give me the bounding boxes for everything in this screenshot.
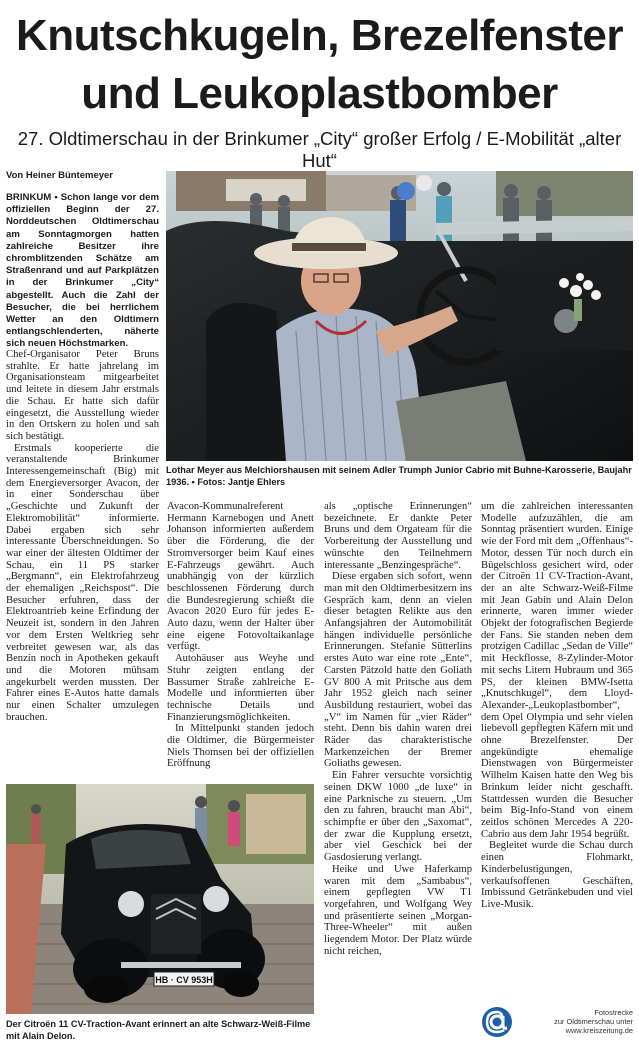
article-column-4 xyxy=(481,501,633,911)
article-column-3 xyxy=(324,501,472,957)
paragraph: In Mittelpunkt standen jedoch die Oldtimer, die Bürgermeister Niels Thomsen bei der offiziellen Eröffnung xyxy=(167,723,314,770)
photo-citroen xyxy=(6,784,314,1014)
paragraph: Avacon-Kommunalreferent Hermann Karnebogen und Anett Johanson informierten außerdem über die Förderung, die der Stromversorger beim Kauf eines E-Fahrzeugs gewährt. Auch unabhängig von der kürzlich beschlossenen Förderung durch die Bundesregierung schießt die Avacon 2020 Euro für jedes E-Auto dazu, wenn der Halter über eine eigene Fotovoltaikanlage verfügt. xyxy=(167,501,314,653)
photo-man-in-cabrio xyxy=(166,171,633,461)
main-photo xyxy=(166,171,633,461)
paragraph: Erstmals kooperierte die veranstaltende Brinkumer Interessengemeinschaft (Big) mit dem Energieversorger Avacon, der in einer Sonderschau über „Geschichte und Zukunft der Elektromobilität“ informierte. Dabei ergaben sich sehr interessante Überschneidungen. So war einer der ältesten Oldtimer der Schau, ein 11 PS starker „Bergmann“, ein Elektrofahrzeug der ehemaligen „Reichspost“. Die Besucher erfuhren, dass der Elektroantrieb keine Erfindung der Neuzeit ist, sondern in den Jahren vor dem Ersten Weltkrieg sehr verbreitet gewesen war, als das Benzin noch in Apotheken gekauft und die Motoren mühsam angekurbelt werden mussten. Der Fahrer eines E-Autos hatte damals nur einen Schalter umzulegen brauchen. xyxy=(6,442,159,723)
promo-text xyxy=(521,1008,633,1035)
paragraph: Begleitet wurde die Schau durch einen Flohmarkt, Kinderbelustigungen, verkaufsoffenen Geschäften, Imbissund Getränkebuden und viel Live-Musik. xyxy=(481,840,633,910)
article-column-2 xyxy=(167,501,314,770)
subheadline: 27. Oldtimerschau in der Brinkumer „City“ großer Erfolg / E-Mobilität „alter Hut“ xyxy=(17,128,622,171)
lead-paragraph: BRINKUM • Schon lange vor dem offiziellen Beginn der 27. Norddeutschen Oldtimerschau am Sonntagmorgen hatten zahlreiche Besitzer ihre chromblitzenden Schätze am Straßenrand und auf Parkplätzen in der Brinkumer „City“ abgestellt. Auch die Zahl der Besucher, die bei herrlichem Wetter an den Oldtimern entlangschlenderten, näherte sich neuen Höchstmarken. xyxy=(6,192,159,350)
headline-line-1: Knutschkugeln, Brezelfenster xyxy=(15,11,624,60)
paragraph: Ein Fahrer versuchte vorsichtig seinen DKW 1000 „de luxe“ in eine Parknische zu steuern. „Um den zu fahren, braucht man Abi“, schimpfte er über den „Saxomat“, der zwar die Kupplung ersetzt, aber viel Geschick bei der Gasdosierung verlangt. xyxy=(324,770,472,864)
paragraph: Heike und Uwe Haferkamp waren mit dem „Sambabus“, einem gepflegten VW T1 vorgefahren, und Wolfgang Wey und präsentierte seinen „Morgan-Three-Wheeler“ mit außen liegendem Motor. Der Platz würde nicht reichen, xyxy=(324,863,472,957)
photo-gallery-promo[interactable] xyxy=(481,1006,633,1042)
main-photo-caption: Lothar Meyer aus Melchiorshausen mit seinem Adler Trumph Junior Cabrio mit Buhne-Karosserie, Baujahr 1936. • Fotos: Jantje Ehlers xyxy=(166,465,632,487)
license-plate-text: HB · CV 953H xyxy=(155,975,213,985)
byline: Von Heiner Büntemeyer xyxy=(6,170,113,181)
headline-line-2: und Leukoplastbomber xyxy=(81,69,558,118)
second-photo-caption: Der Citroën 11 CV-Traction-Avant erinnert an alte Schwarz-Weiß-Filme mit Alain Delon. xyxy=(6,1019,311,1041)
article-column-1 xyxy=(6,349,159,724)
promo-url[interactable]: www.kreiszeitung.de xyxy=(565,1026,633,1035)
paragraph: als „optische Erinnerungen“ bezeichnete. Er dankte Peter Bruns und dem Orgateam für die Vorbereitung der Ausstellung und wünschte den Teilnehmern interessante „Benzingespräche“. xyxy=(324,501,472,571)
paragraph: Chef-Organisator Peter Bruns strahlte. Er hatte jahrelang im Organisationsteam mitgearbeitet und leitete in diesem Jahr erstmals die Schau. Er hatte sich dafür eingesetzt, die Ausstellung wieder in den Ortskern zu holen und sah sich bestätigt. xyxy=(6,349,159,442)
paragraph: um die zahlreichen interessanten Modelle aufzuzählen, die am Sonntag präsentiert wurden. Einige wie der Ford mit dem „Offenhaus“-Motor, dessen Tür noch durch ein Bügelschloss gesichert wird, oder der Citroën 11 CV-Traction-Avant, der an alte Schwarz-Weiß-Filme mit Jean Gabin und Alain Delon erinnerte, waren immer wieder Objekt der fotografischen Begierde der Fans. Sie standen neben dem protzigen Cadillac „Sedan de Ville“ mit Heckflosse, 8-Zylinder-Motor mit sechs Litern Hubraum und 365 PS, der kleinen BMW-Isetta „Knutschkugel“, dem Lloyd-Alexander-„Leukoplastbomber“, dem Opel Olympia und sehr vielen liebevoll gepflegten Käfern mit und ohne Brezelfenster. Der angekündigte ehemalige Dienstwagen von Bürgermeister Wilhelm Kaisen hatte den Weg bis Brinkum leider nicht geschafft. Stattdessen wurden die Besucher beim Big-Info-Stand von einem zeitlos schönen Mercedes A 220-Cabrio aus dem Jahr 1954 begrüßt. xyxy=(481,501,633,840)
promo-line-2: zur Oldtimerschau unter xyxy=(554,1017,633,1026)
at-sign-icon xyxy=(481,1006,513,1038)
paragraph: Autohäuser aus Weyhe und Stuhr zeigten entlang der Bassumer Straße zahlreiche E-Modelle und informierten über technische Details und Finanzierungsmöglichkeiten. xyxy=(167,653,314,723)
second-photo xyxy=(6,784,314,1014)
paragraph: Diese ergaben sich sofort, wenn man mit den Oldtimerbesitzern ins Gespräch kam, denn an vielen dieser betagten Relikte aus den Anfangsjahren der Automobilität hängen individuelle persönliche Erinnerungen. Stefanie Sütterlins erstes Auto war eine rote „Ente“, Carsten Pätzold hatte den Goliath GV 800 A mit Pritsche aus dem Jahr 1952 gleich nach seiner Ausbildung restauriert, wobei das „V“ im Namen für „vier Räder“ steht. Denn bis dahin waren drei Räder das charakteristische Markenzeichen der Bremer Goliaths gewesen. xyxy=(324,571,472,770)
promo-line-1: Fotostrecke xyxy=(594,1008,633,1017)
